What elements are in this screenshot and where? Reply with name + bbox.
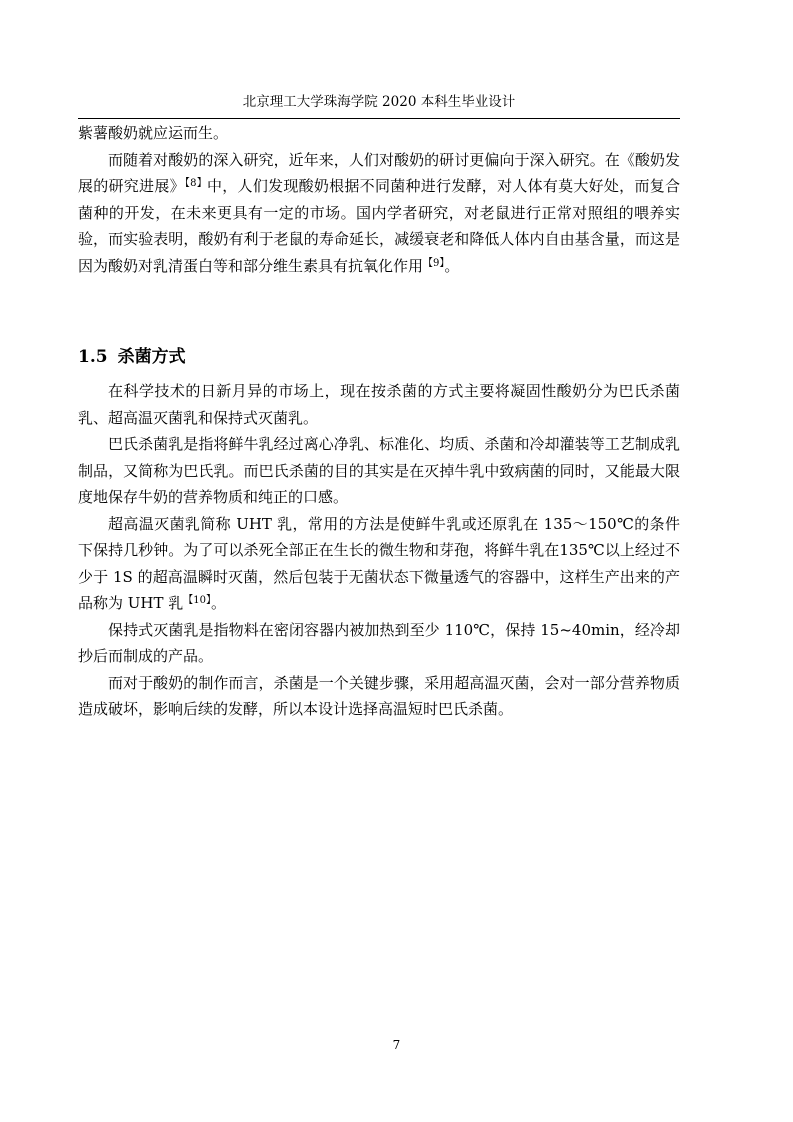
citation-8: 【8】: [184, 178, 208, 189]
section-number: 1.5: [78, 347, 108, 367]
paragraph-text: 。: [444, 256, 460, 275]
citation-10: 【10】: [183, 595, 211, 606]
paragraph-uht: [78, 511, 680, 617]
intro-text: [78, 120, 680, 279]
citation-9: 【9】: [423, 257, 445, 269]
paragraph-conclusion: 而对于酸奶的制作而言，杀菌是一个关键步骤，采用超高温灭菌，会对一部分营养物质造成破坏，影响后续的发酵，所以本设计选择高温短时巴氏杀菌。: [78, 673, 680, 718]
page-header: 北京理工大学珠海学院 2020 本科生毕业设计: [242, 94, 516, 110]
section-title: 杀菌方式: [117, 347, 186, 367]
paragraph-continuation: 紫薯酸奶就应运而生。: [78, 124, 229, 142]
paragraph-text: 而随着对酸奶的深入研究，近年来，人们对酸奶的研讨更偏向于深入研究。在《酸奶发展的研究进展》: [78, 150, 680, 195]
paragraph-research: [78, 147, 680, 280]
paragraph-overview: 在科学技术的日新月异的市场上，现在按杀菌的方式主要将凝固性酸奶分为巴氏杀菌乳、超高温灭菌乳和保持式灭菌乳。: [78, 382, 680, 427]
paragraph-pasteurized: 巴氏杀菌乳是指将鲜牛乳经过离心净乳、标准化、均质、杀菌和冷却灌装等工艺制成乳制品，又简称为巴氏乳。而巴氏杀菌的目的其实是在灭掉牛乳中致病菌的同时，又能最大限度地保存牛奶的营养物质和纯正的口感。: [78, 435, 680, 506]
section-body: [78, 378, 680, 723]
page-number: 7: [392, 1038, 401, 1052]
paragraph-text: 中，人们发现酸奶根据不同菌种进行发酵，对人体有莫大好处，而复合菌种的开发，在未来更具有一定的市场。国内学者研究，对老鼠进行正常对照组的喂养实验，而实验表明，酸奶有利于老鼠的寿命延长，减缓衰老和降低人体内自由基含量，而这是因为酸奶对乳清蛋白等和部分维生素具有抗氧化作用: [78, 177, 680, 275]
header-rule: [78, 118, 680, 119]
section-heading: [78, 344, 186, 370]
paragraph-text: 超高温灭菌乳简称 UHT 乳，常用的方法是使鲜牛乳或还原乳在 135～150℃的条件下保持几秒钟。为了可以杀死全部正在生长的微生物和芽孢，将鲜牛乳在135℃以上经过不少于 1S 的超高温瞬时灭菌，然后包装于无菌状态下微量透气的容器中，这样生产出来的产品称为 UHT 乳: [78, 514, 680, 612]
paragraph-retort: 保持式灭菌乳是指物料在密闭容器内被加热到至少 110℃，保持 15~40min，经冷却抄后而制成的产品。: [78, 620, 680, 665]
paragraph-text: 。: [211, 594, 227, 612]
